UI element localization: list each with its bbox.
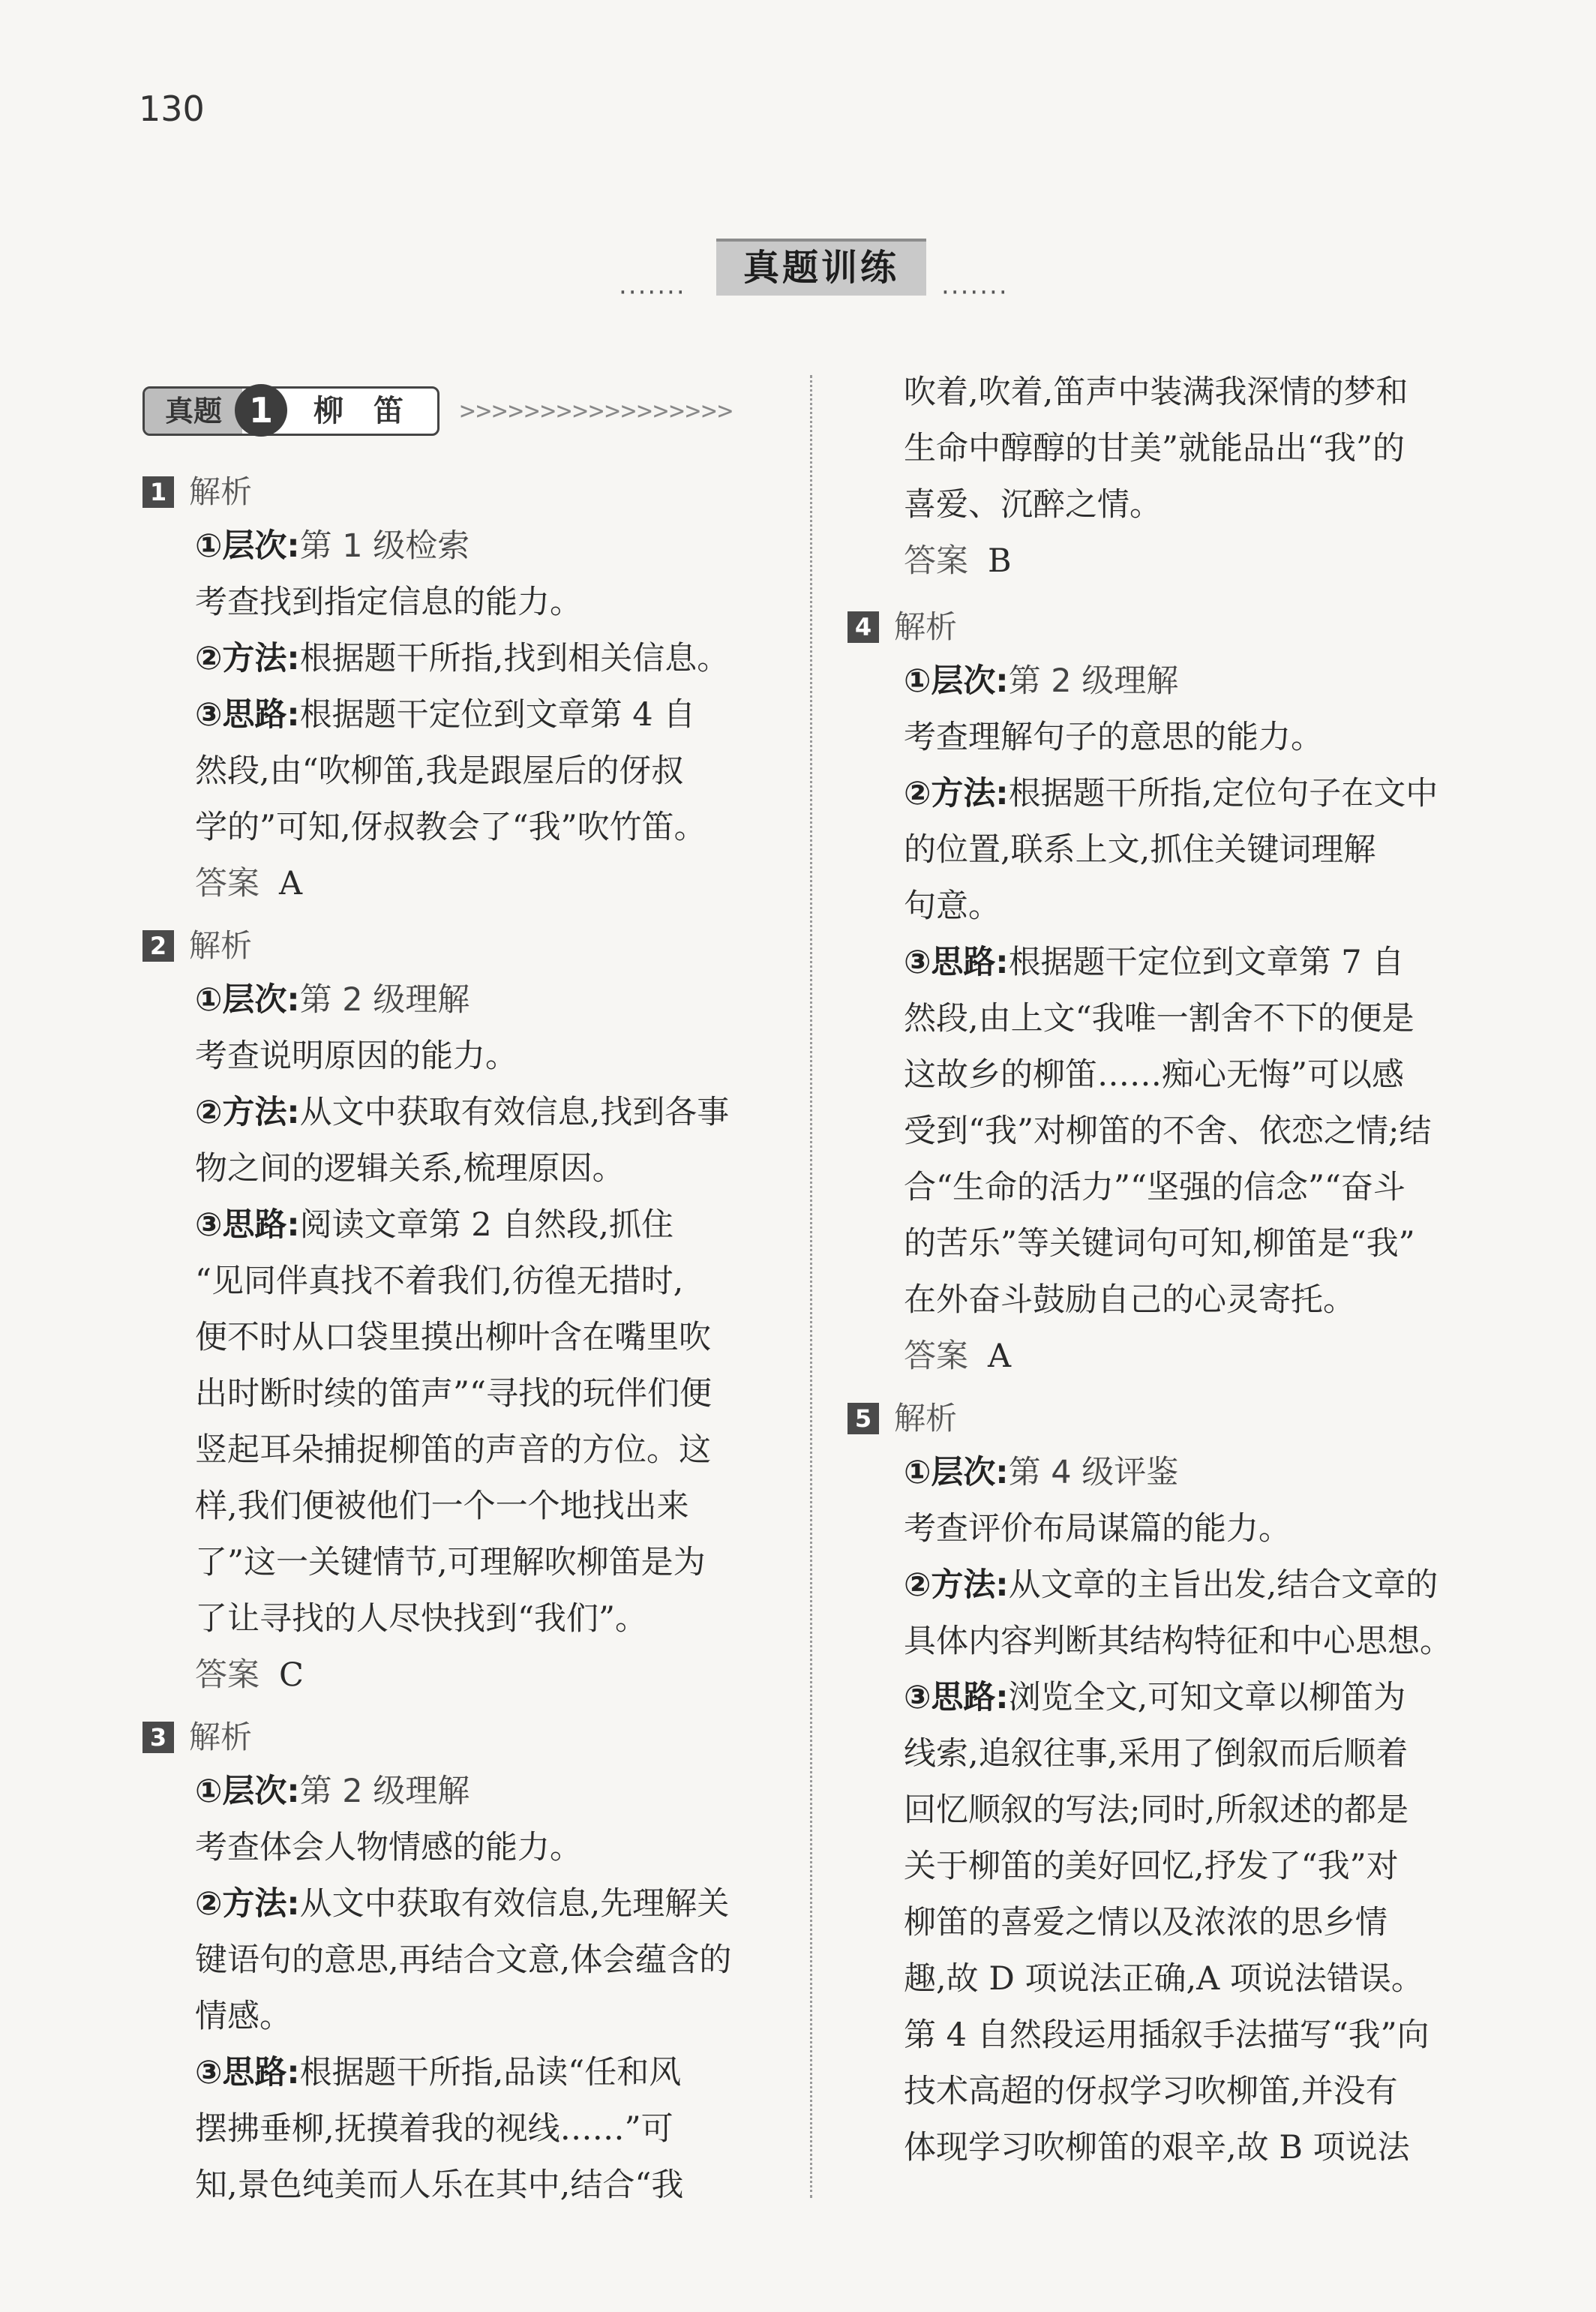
text-line: 的位置,联系上文,抓住关键词理解: [904, 831, 1376, 869]
text-line: 样,我们便被他们一个一个地找出来: [195, 1488, 689, 1525]
text-line: 合“生命的活力”“坚强的信念”“奋斗: [904, 1169, 1406, 1206]
answer-label: 答案: [904, 542, 968, 580]
text-line: 物之间的逻辑关系,梳理原因。: [195, 1150, 625, 1188]
analysis-label: 解析: [189, 1719, 253, 1755]
analysis-heading-5: [848, 1392, 957, 1441]
idea-line: [904, 1673, 1406, 1722]
text-line: 句意。: [904, 887, 1000, 925]
idea-line: [195, 690, 695, 740]
text-line: 体现学习吹柳笛的艰辛,故 B 项说法: [904, 2129, 1410, 2166]
analysis-label: 解析: [189, 927, 253, 964]
method-line: [904, 769, 1438, 818]
text-line: 知,景色纯美而人乐在其中,结合“我: [195, 2166, 684, 2204]
level-line: [904, 656, 1178, 706]
text-line: 受到“我”对柳笛的不舍、依恋之情;结: [904, 1112, 1432, 1150]
text-line: “见同伴真找不着我们,彷徨无措时,: [195, 1263, 684, 1300]
text-line: 这故乡的柳笛……痴心无悔”可以感: [904, 1056, 1404, 1094]
text-line: 然段,由“吹柳笛,我是跟屋后的伢叔: [195, 752, 684, 790]
level-label: ①层次:: [195, 1773, 300, 1810]
answer-line: [195, 859, 302, 908]
answer-line: [195, 1650, 304, 1700]
answer-line: [904, 536, 1012, 586]
level-line: [904, 1448, 1178, 1497]
question-label-box: [142, 386, 440, 436]
answer-value: B: [988, 542, 1012, 580]
method-label: ②方法:: [195, 1094, 300, 1131]
text-line: 竖起耳朵捕捉柳笛的声音的方位。这: [195, 1431, 711, 1469]
section-number-badge: 1: [142, 476, 174, 508]
text-line: 柳笛的喜爱之情以及浓浓的思乡情: [904, 1904, 1388, 1941]
text-line: 线索,追叙往事,采用了倒叙而后顺着: [904, 1735, 1408, 1773]
analysis-label: 解析: [894, 608, 958, 645]
method-label: ②方法:: [195, 640, 300, 677]
text-line: 摆拂垂柳,抚摸着我的视线……”可: [195, 2110, 674, 2148]
ability-line: 考查体会人物情感的能力。: [195, 1829, 582, 1866]
idea-line: [195, 1200, 674, 1250]
analysis-heading-4: [848, 600, 957, 650]
section-banner: [0, 233, 1596, 308]
section-number-badge: 2: [142, 930, 174, 962]
idea-line: [904, 938, 1404, 987]
idea-label: ③思路:: [195, 2054, 300, 2091]
method-label: ②方法:: [904, 1566, 1009, 1604]
method-line: [195, 1879, 729, 1929]
text-line: 出时断时续的笛声”“寻找的玩伴们便: [195, 1375, 712, 1413]
column-divider: [810, 375, 812, 2198]
text-line: 了”这一关键情节,可理解吹柳笛是为: [195, 1544, 706, 1581]
page-number: 130: [139, 89, 205, 129]
text-line: 然段,由上文“我唯一割舍不下的便是: [904, 1000, 1414, 1037]
text-line: 生命中醇醇的甘美”就能品出“我”的: [904, 430, 1405, 467]
idea-label: ③思路:: [904, 1679, 1009, 1716]
level-value: 第 1 级检索: [299, 527, 470, 565]
text-line: 喜爱、沉醉之情。: [904, 486, 1162, 524]
level-line: [195, 521, 470, 571]
ability-line: 考查找到指定信息的能力。: [195, 584, 582, 621]
method-text: 从文中获取有效信息,先理解关: [299, 1885, 730, 1923]
banner-title: 真题训练: [716, 239, 926, 296]
method-text: 根据题干所指,定位句子在文中: [1008, 775, 1438, 812]
level-value: 第 4 级评鉴: [1008, 1454, 1179, 1491]
question-title: 柳笛: [314, 394, 434, 428]
method-text: 从文中获取有效信息,找到各事: [299, 1094, 730, 1131]
idea-text: 阅读文章第 2 自然段,抓住: [299, 1206, 674, 1244]
banner-dots-right: ·······: [941, 278, 1009, 308]
text-line: 第 4 自然段运用插叙手法描写“我”向: [904, 2016, 1430, 2054]
idea-text: 根据题干所指,品读“任和风: [299, 2054, 682, 2091]
text-line: 回忆顺叙的写法;同时,所叙述的都是: [904, 1791, 1409, 1829]
text-line: 情感。: [195, 1998, 292, 2035]
ability-line: 考查说明原因的能力。: [195, 1037, 518, 1075]
question-header: [142, 386, 734, 434]
arrow-decoration: >>>>>>>>>>>>>>>>>: [460, 396, 734, 426]
level-label: ①层次:: [195, 527, 300, 565]
section-number-badge: 4: [848, 611, 879, 643]
analysis-heading-2: [142, 919, 252, 968]
method-label: ②方法:: [904, 775, 1009, 812]
idea-text: 浏览全文,可知文章以柳笛为: [1008, 1679, 1406, 1716]
idea-label: ③思路:: [904, 944, 1009, 981]
answer-line: [904, 1332, 1011, 1381]
level-label: ①层次:: [904, 1454, 1009, 1491]
level-label: ①层次:: [904, 662, 1009, 700]
method-line: [904, 1560, 1438, 1610]
section-number-badge: 5: [848, 1403, 879, 1434]
answer-value: A: [988, 1338, 1012, 1375]
level-value: 第 2 级理解: [299, 981, 470, 1019]
analysis-heading-3: [142, 1710, 252, 1760]
method-line: [195, 1088, 729, 1137]
analysis-label: 解析: [189, 473, 253, 510]
text-line: 吹着,吹着,笛声中装满我深情的梦和: [904, 374, 1408, 411]
text-line: 的苦乐”等关键词句可知,柳笛是“我”: [904, 1225, 1415, 1263]
text-line: 技术高超的伢叔学习吹柳笛,并没有: [904, 2073, 1398, 2110]
answer-label: 答案: [195, 865, 260, 902]
idea-label: ③思路:: [195, 1206, 300, 1244]
section-number-badge: 3: [142, 1722, 174, 1753]
level-line: [195, 975, 470, 1025]
method-text: 根据题干所指,找到相关信息。: [299, 640, 730, 677]
answer-label: 答案: [904, 1338, 968, 1375]
text-line: 关于柳笛的美好回忆,抒发了“我”对: [904, 1848, 1399, 1885]
idea-line: [195, 2048, 681, 2097]
ability-line: 考查理解句子的意思的能力。: [904, 719, 1323, 756]
text-line: 趣,故 D 项说法正确,A 项说法错误。: [904, 1960, 1424, 1998]
text-line: 了让寻找的人尽快找到“我们”。: [195, 1600, 647, 1638]
text-line: 学的”可知,伢叔教会了“我”吹竹笛。: [195, 809, 706, 846]
answer-label: 答案: [195, 1656, 260, 1694]
method-label: ②方法:: [195, 1885, 300, 1923]
text-line: 在外奋斗鼓励自己的心灵寄托。: [904, 1281, 1355, 1319]
idea-text: 根据题干定位到文章第 7 自: [1008, 944, 1405, 981]
idea-text: 根据题干定位到文章第 4 自: [299, 696, 696, 734]
ability-line: 考查评价布局谋篇的能力。: [904, 1510, 1291, 1548]
text-line: 具体内容判断其结构特征和中心思想。: [904, 1623, 1452, 1660]
answer-value: C: [279, 1656, 304, 1694]
banner-dots-left: ·······: [619, 278, 686, 308]
analysis-label: 解析: [894, 1400, 958, 1437]
question-tag: 真题: [145, 389, 242, 434]
level-value: 第 2 级理解: [1008, 662, 1179, 700]
text-line: 便不时从口袋里摸出柳叶含在嘴里吹: [195, 1319, 711, 1356]
level-value: 第 2 级理解: [299, 1773, 470, 1810]
method-text: 从文章的主旨出发,结合文章的: [1008, 1566, 1438, 1604]
text-line: 键语句的意思,再结合文意,体会蕴含的: [195, 1941, 732, 1979]
level-label: ①层次:: [195, 981, 300, 1019]
answer-value: A: [279, 865, 303, 902]
idea-label: ③思路:: [195, 696, 300, 734]
question-number-badge: 1: [235, 384, 287, 437]
analysis-heading-1: [142, 465, 252, 515]
level-line: [195, 1767, 470, 1816]
method-line: [195, 634, 729, 683]
